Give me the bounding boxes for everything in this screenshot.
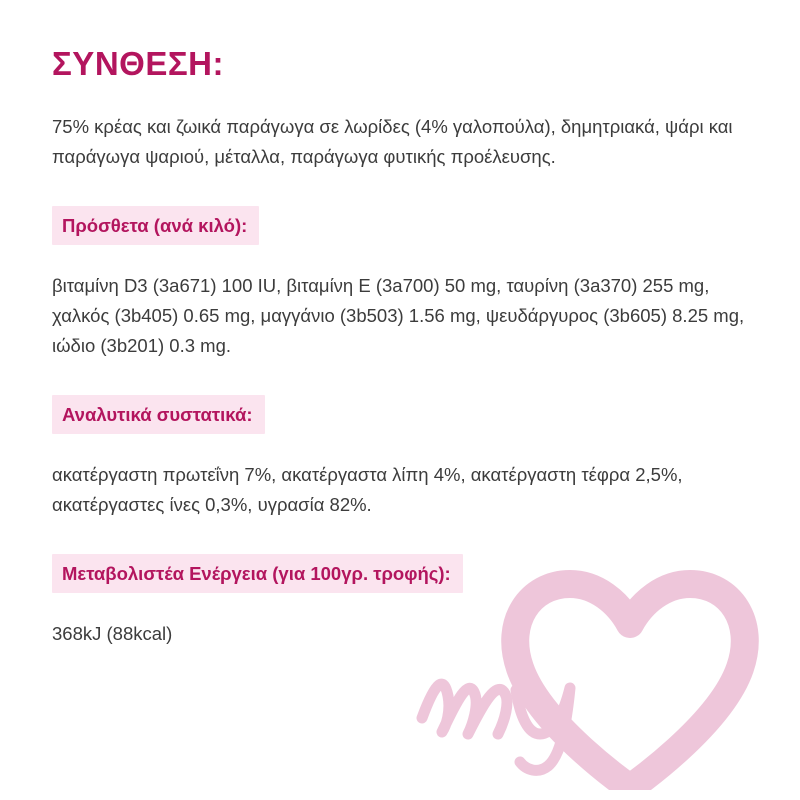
section-analytical [52, 395, 748, 520]
spacer [52, 361, 748, 395]
page-title: ΣΥΝΘΕΣΗ: [52, 45, 224, 82]
section-heading-energy: Μεταβολιστέα Ενέργεια (για 100γρ. τροφής): [52, 554, 463, 593]
section-heading-additives: Πρόσθετα (ανά κιλό): [52, 206, 259, 245]
my-script-text [422, 684, 570, 770]
spacer [52, 520, 748, 554]
spacer [52, 593, 748, 619]
content-column [52, 46, 748, 649]
intro-paragraph: 75% κρέας και ζωικά παράγωγα σε λωρίδες (4% γαλοπούλα), δημητριακά, ψάρι και παράγωγα ψαριού, μέταλλα, παράγωγα φυτικής προέλευσης. [52, 116, 733, 168]
spacer [52, 434, 748, 460]
section-text-energy: 368kJ (88kcal) [52, 623, 173, 645]
section-additives [52, 206, 748, 361]
section-energy [52, 554, 748, 649]
section-text-additives: βιταμίνη D3 (3a671) 100 IU, βιταμίνη E (3a700) 50 mg, ταυρίνη (3a370) 255 mg, χαλκός (3b405) 0.65 mg, μαγγάνιο (3b503) 1.56 mg, ψευδάργυρος (3b605) 8.25 mg, ιώδιο (3b201) 0.3 mg. [52, 275, 745, 357]
section-text-analytical: ακατέργαστη πρωτεΐνη 7%, ακατέργαστα λίπη 4%, ακατέργαστη τέφρα 2,5%, ακατέργαστες ίνες 0,3%, υγρασία 82%. [52, 464, 683, 516]
spacer [52, 245, 748, 271]
spacer [52, 172, 748, 206]
section-heading-analytical: Αναλυτικά συστατικά: [52, 395, 265, 434]
